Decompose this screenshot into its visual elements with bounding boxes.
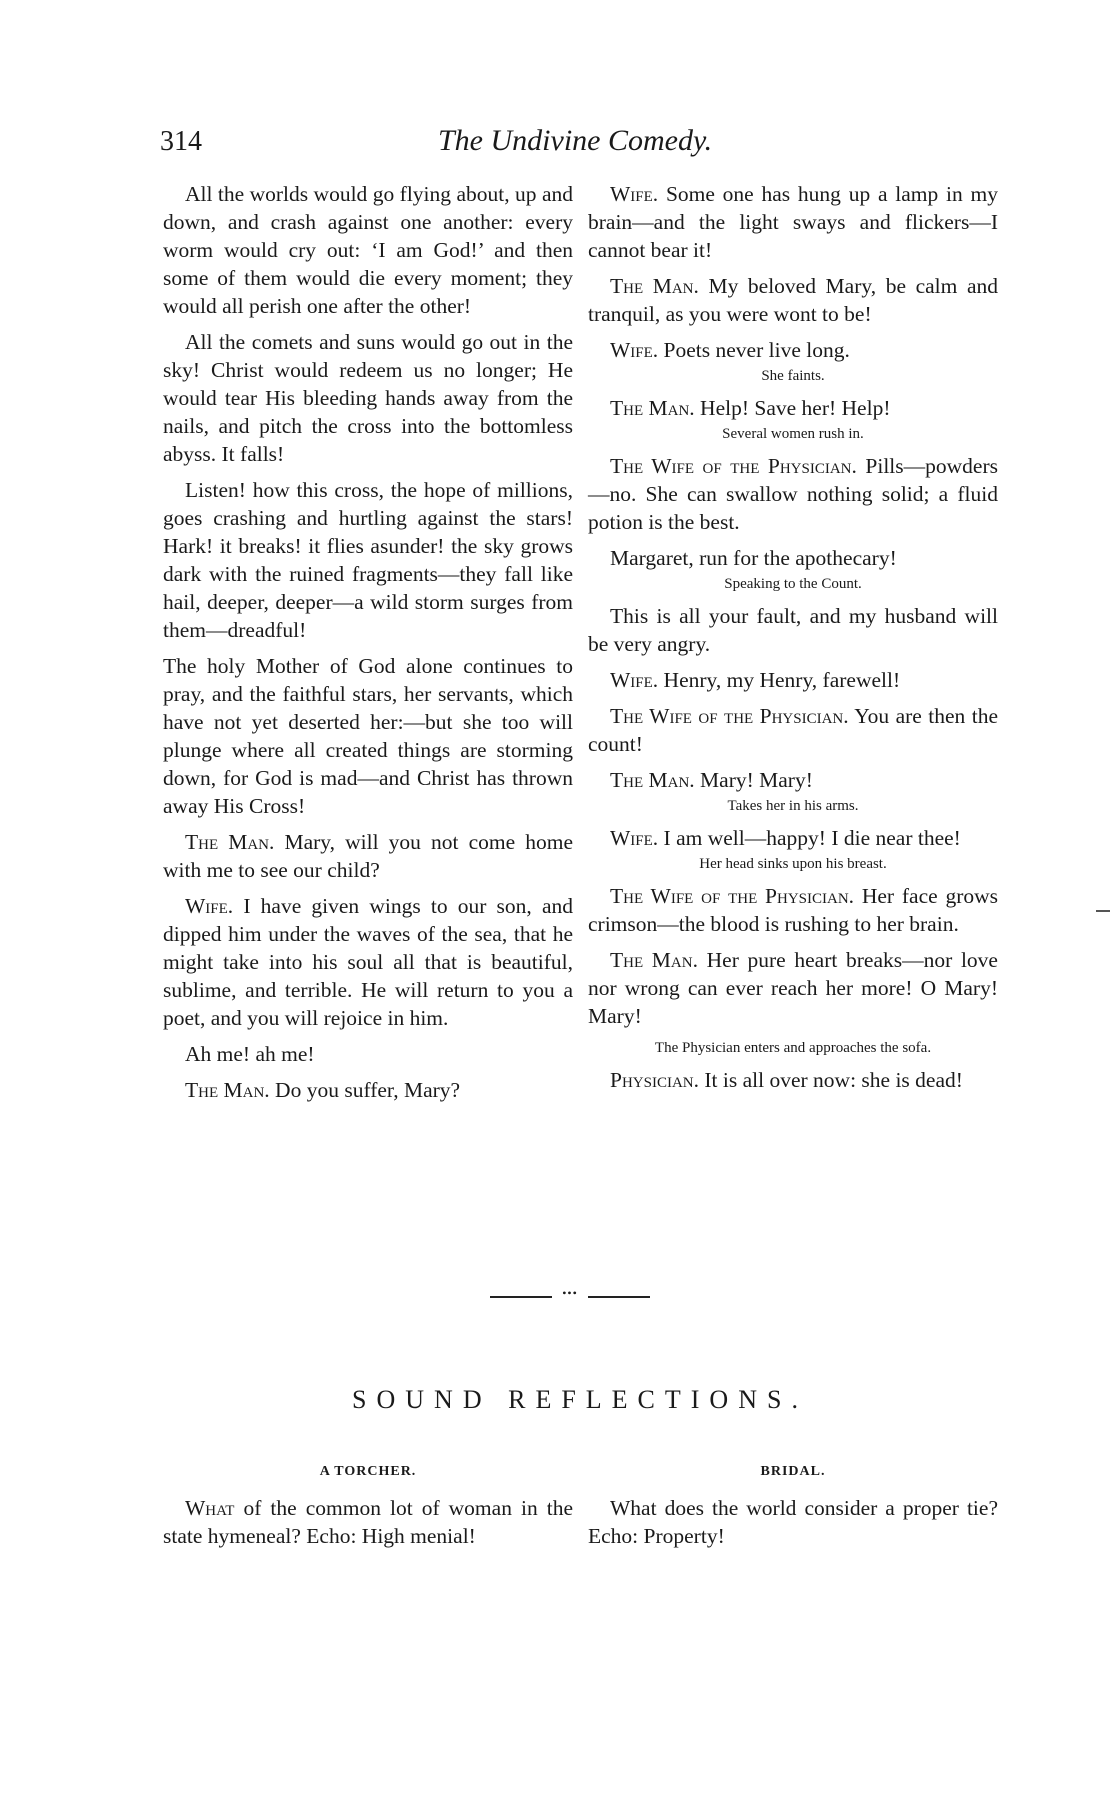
paragraph: This is all your fault, and my husband will be very angry. bbox=[588, 604, 998, 656]
reflection-right bbox=[588, 1458, 998, 1558]
paragraph: All the comets and suns would go out in the sky! Christ would redeem us no longer; He would tear His bleeding hands away from the nails, and pitch the cross into the bottomless abyss. It falls! bbox=[163, 330, 573, 466]
divider-dots: ••• bbox=[562, 1286, 578, 1300]
dialogue-line bbox=[588, 766, 998, 794]
stage-direction: Speaking to the Count. bbox=[724, 576, 862, 592]
reflection-heading: A TORCHER. bbox=[319, 1464, 417, 1479]
speaker-name: Wife. bbox=[610, 182, 659, 206]
stage-direction: Takes her in his arms. bbox=[727, 798, 859, 814]
reflection-text: What does the world consider a proper tie? Echo: Property! bbox=[588, 1496, 998, 1548]
dialogue-line bbox=[588, 946, 998, 1030]
right-column bbox=[588, 180, 998, 1102]
dialogue-line bbox=[588, 666, 998, 694]
dialogue-text: I am well—happy! I die near thee! bbox=[658, 826, 961, 850]
page-header bbox=[160, 120, 1000, 170]
speaker-name: The Wife of the Physician. bbox=[610, 454, 857, 478]
dialogue-text: Help! Save her! Help! bbox=[694, 396, 891, 420]
speaker-name: The Man. bbox=[185, 1078, 270, 1102]
speaker-name: The Man. bbox=[610, 396, 695, 420]
paragraph: Listen! how this cross, the hope of millions, goes crashing and hurtling against the stars! Hark! it breaks! it flies asunder! the sky grows dark with the ruined fragments—they fall like hail, deeper, deeper—a wild storm surges from them—dreadful! bbox=[163, 478, 573, 642]
reflection-heading: BRIDAL. bbox=[760, 1464, 826, 1479]
speaker-name: Wife. bbox=[185, 894, 234, 918]
speaker-name: The Wife of the Physician. bbox=[610, 704, 849, 728]
dialogue-text: Mary, will you not come home with me to see our child? bbox=[163, 830, 573, 882]
reflection-text bbox=[163, 1494, 573, 1550]
dialogue-text: Do you suffer, Mary? bbox=[269, 1078, 461, 1102]
speaker-name: Physician. bbox=[610, 1068, 699, 1092]
margin-mark bbox=[1096, 910, 1110, 912]
section-divider bbox=[490, 1286, 650, 1304]
speaker-name: Wife. bbox=[610, 338, 659, 362]
dialogue-line bbox=[163, 1076, 573, 1104]
page-number: 314 bbox=[160, 126, 202, 157]
reflection-left bbox=[163, 1458, 573, 1558]
speaker-name: Wife. bbox=[610, 668, 659, 692]
dialogue-text: I have given wings to our son, and dipped him under the waves of the sea, that he might take into his soul all that is beautiful, sublime, and terrible. He will return to you a poet, and you will rejoice in him. bbox=[163, 894, 573, 1030]
dialogue-line bbox=[588, 824, 998, 852]
stage-direction: The Physician enters and approaches the sofa. bbox=[654, 1040, 932, 1056]
paragraph: Margaret, run for the apothecary! bbox=[610, 546, 897, 570]
dialogue-line bbox=[588, 452, 998, 536]
paragraph: Ah me! ah me! bbox=[185, 1042, 315, 1066]
dialogue-text: Poets never live long. bbox=[658, 338, 850, 362]
dialogue-text: Her pure heart breaks—nor love nor wrong can ever reach her more! O Mary! Mary! bbox=[588, 948, 998, 1028]
dialogue-text: You are then the count! bbox=[588, 704, 998, 756]
paragraph: The holy Mother of God alone continues to pray, and the faithful stars, her servants, which have not yet deserted her:—but she too will plunge where all created things are storming down, for God is mad—and Christ has thrown away His Cross! bbox=[163, 654, 573, 818]
divider-rule-right bbox=[588, 1296, 650, 1298]
dialogue-line bbox=[588, 272, 998, 328]
lead-word: What bbox=[185, 1496, 235, 1520]
speaker-name: The Man. bbox=[185, 830, 275, 854]
dialogue-line bbox=[588, 1066, 998, 1094]
speaker-name: The Man. bbox=[610, 948, 698, 972]
speaker-name: The Man. bbox=[610, 274, 699, 298]
dialogue-line bbox=[588, 336, 998, 364]
dialogue-line bbox=[588, 882, 998, 938]
dialogue-line bbox=[588, 180, 998, 264]
left-column bbox=[163, 180, 573, 1112]
dialogue-line bbox=[588, 702, 998, 758]
dialogue-line bbox=[163, 828, 573, 884]
speaker-name: The Wife of the Physician. bbox=[610, 884, 855, 908]
dialogue-text: My beloved Mary, be calm and tranquil, as you were wont to be! bbox=[588, 274, 998, 326]
running-title: The Undivine Comedy. bbox=[438, 124, 713, 157]
dialogue-text: Henry, my Henry, farewell! bbox=[658, 668, 901, 692]
stage-direction: She faints. bbox=[761, 368, 825, 384]
dialogue-text: It is all over now: she is dead! bbox=[699, 1068, 963, 1092]
section-title: SOUND REFLECTIONS. bbox=[352, 1385, 808, 1414]
stage-direction: Her head sinks upon his breast. bbox=[699, 856, 887, 872]
dialogue-line bbox=[163, 892, 573, 1032]
speaker-name: Wife. bbox=[610, 826, 659, 850]
speaker-name: The Man. bbox=[610, 768, 695, 792]
paragraph: All the worlds would go flying about, up and down, and crash against one another: every worm would cry out: ‘I am God!’ and then some of them would die every moment; they would all perish one after the other! bbox=[163, 182, 573, 318]
dialogue-text: Mary! Mary! bbox=[694, 768, 813, 792]
stage-direction: Several women rush in. bbox=[722, 426, 864, 442]
dialogue-line bbox=[588, 394, 998, 422]
dialogue-text: Pills—powders—no. She can swallow nothing solid; a fluid potion is the best. bbox=[588, 454, 998, 534]
dialogue-text: Some one has hung up a lamp in my brain—and the light sways and flickers—I cannot bear it! bbox=[588, 182, 998, 262]
dialogue-text: Her face grows crimson—the blood is rushing to her brain. bbox=[588, 884, 998, 936]
reflection-body: of the common lot of woman in the state hymeneal? Echo: High menial! bbox=[163, 1496, 573, 1548]
